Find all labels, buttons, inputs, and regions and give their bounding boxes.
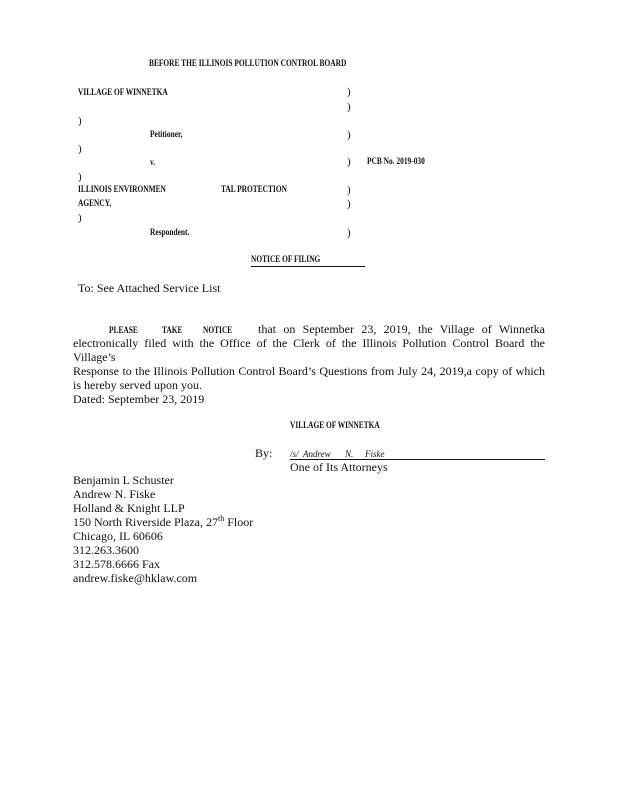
caption-paren: ) xyxy=(347,184,351,196)
caption-paren: ) xyxy=(347,198,351,210)
signature-mid: N. xyxy=(345,449,354,459)
contact-address-main: 150 North Riverside Plaza, 27 xyxy=(73,515,218,529)
notice-lead-word: PLEASE xyxy=(109,326,138,336)
notice-title-underline xyxy=(251,266,365,267)
versus: v. xyxy=(150,158,156,168)
petitioner-name: VILLAGE OF WINNETKA xyxy=(78,88,168,98)
board-title: BEFORE THE ILLINOIS POLLUTION CONTROL BOARD xyxy=(149,59,347,69)
notice-body-text: that on September 23, 2019, the Village of Winnetka xyxy=(258,322,545,336)
respondent-name-part1: ILLINOIS ENVIRONMEN xyxy=(78,185,166,195)
caption-paren: ) xyxy=(78,143,82,155)
notice-body-line: is hereby served upon you. xyxy=(73,378,202,392)
respondent-role: Respondent. xyxy=(150,228,190,238)
caption-paren: ) xyxy=(347,156,351,168)
dated-line: Dated: September 23, 2019 xyxy=(73,392,205,406)
caption-paren: ) xyxy=(347,227,351,239)
signature-s: /s/ xyxy=(290,449,299,459)
caption-paren: ) xyxy=(78,115,82,127)
notice-body-line: electronically filed with the Office of the Clerk of the Illinois Pollution Control Board the Village’s xyxy=(73,336,545,364)
by-label: By: xyxy=(255,446,273,460)
case-number: PCB No. 2019-030 xyxy=(367,157,425,167)
caption-paren: ) xyxy=(347,86,351,98)
contact-phone: 312.263.3600 xyxy=(73,543,139,557)
notice-body xyxy=(73,322,545,392)
caption-paren: ) xyxy=(347,129,351,141)
contact-address xyxy=(73,515,253,530)
signature-last: Fiske xyxy=(365,449,385,459)
notice-lead-word: NOTICE xyxy=(203,326,233,336)
to-line: To: See Attached Service List xyxy=(78,281,221,295)
notice-title: NOTICE OF FILING xyxy=(251,255,321,265)
contact-city: Chicago, IL 60606 xyxy=(73,529,163,543)
signature-party: VILLAGE OF WINNETKA xyxy=(290,421,380,431)
contact-address-sup: th xyxy=(217,514,225,523)
signature-first: Andrew xyxy=(303,449,331,459)
notice-body-line: Response to the Illinois Pollution Control Board’s Questions from July 24, 2019,a copy of which xyxy=(73,364,545,378)
notice-body-line xyxy=(73,322,545,336)
contact-name: Andrew N. Fiske xyxy=(73,487,156,501)
caption-paren: ) xyxy=(78,212,82,224)
contact-address-tail: Floor xyxy=(224,515,254,529)
contact-firm: Holland & Knight LLP xyxy=(73,501,185,515)
respondent-name-line2: AGENCY, xyxy=(78,199,112,209)
petitioner-role: Petitioner, xyxy=(150,130,183,140)
contact-email[interactable]: andrew.fiske@hklaw.com xyxy=(73,571,198,585)
contact-fax: 312.578.6666 Fax xyxy=(73,557,160,571)
respondent-name-part2: TAL PROTECTION xyxy=(221,185,287,195)
notice-lead-word: TAKE xyxy=(162,326,183,336)
contact-name: Benjamin L Schuster xyxy=(73,473,174,487)
caption-paren: ) xyxy=(347,101,351,113)
caption-paren: ) xyxy=(78,171,82,183)
attorney-role: One of Its Attorneys xyxy=(290,460,388,474)
